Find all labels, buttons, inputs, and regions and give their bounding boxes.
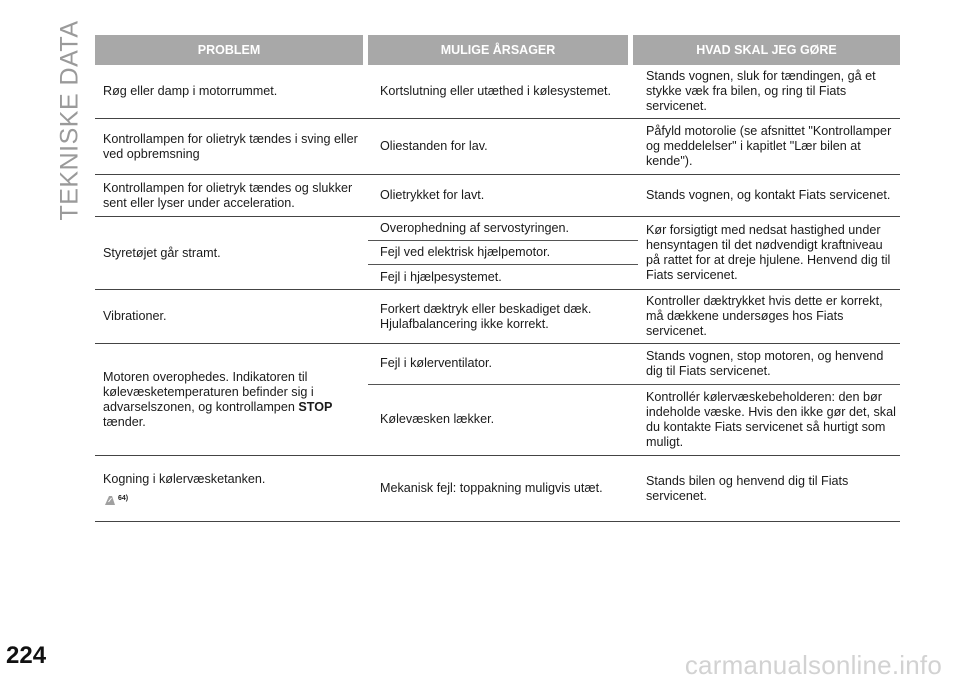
cause-cell: Overophedning af servostyringen. xyxy=(368,217,638,241)
header-problem: PROBLEM xyxy=(95,35,363,65)
table-row xyxy=(95,344,900,456)
action-cell: Stands vognen, og kontakt Fiats servicenet. xyxy=(646,188,891,202)
table-row xyxy=(95,456,900,522)
cause-cell: Kortslutning eller utæthed i kølesystemet. xyxy=(380,84,611,98)
problem-cell: Kontrollampen for olietryk tændes i sving eller ved opbremsning xyxy=(103,131,358,161)
cause-cell: Kølevæsken lækker. xyxy=(380,412,495,427)
action-cell: Stands bilen og henvend dig til Fiats servicenet. xyxy=(646,473,849,503)
action-cell: Kontrollér kølervæskebeholderen: den bør indeholde væske. Hvis den ikke gør det, skal du kontakte Fiats servicenet så hurtigt som muligt. xyxy=(646,389,896,449)
table-row xyxy=(95,290,900,344)
problem-text: Kogning i kølervæsketanken. xyxy=(103,471,266,486)
problem-text-end: tænder. xyxy=(103,414,146,429)
cause-cell: Forkert dæktryk eller beskadiget dæk. Hjulafbalancering ikke korrekt. xyxy=(380,301,592,331)
header-causes: MULIGE ÅRSAGER xyxy=(368,35,628,65)
watermark: carmanualsonline.info xyxy=(684,650,942,680)
warning-ref-number: 64) xyxy=(118,494,129,502)
action-cell: Stands vognen, sluk for tændingen, gå et stykke væk fra bilen, og ring til Fiats servicenet. xyxy=(646,69,876,113)
action-cell: Påfyld motorolie (se afsnittet "Kontrollamper og meddelelser" i kapitlet "Lær bilen at kende"). xyxy=(646,124,892,168)
table-row xyxy=(95,65,900,119)
table-row xyxy=(95,217,900,290)
stop-label: STOP xyxy=(298,399,333,414)
cause-cell: Fejl i hjælpesystemet. xyxy=(380,269,502,284)
problem-cell: Kontrollampen for olietryk tændes og slukker sent eller lyser under acceleration. xyxy=(103,180,353,210)
header-action: HVAD SKAL JEG GØRE xyxy=(633,35,900,65)
problem-cell xyxy=(95,456,368,521)
troubleshooting-table xyxy=(95,35,900,522)
problem-cell: Styretøjet går stramt. xyxy=(103,245,221,260)
section-title: TEKNISKE DATA xyxy=(55,19,84,221)
cause-action-pairs xyxy=(368,344,900,455)
problem-cell xyxy=(95,344,368,455)
action-cell: Stands vognen, stop motoren, og henvend dig til Fiats servicenet. xyxy=(646,348,884,378)
cause-cell: Mekanisk fejl: toppakning muligvis utæt. xyxy=(380,481,603,495)
cause-action-pair xyxy=(368,344,900,385)
cause-action-pair xyxy=(368,385,900,455)
page-number: 224 xyxy=(6,642,47,669)
cause-cell: Fejl i kølerventilator. xyxy=(380,356,492,371)
table-row xyxy=(95,119,900,175)
action-cell: Kør forsigtigt med nedsat hastighed under hensyntagen til det nødvendigt kraftniveau på rattet for at dreje hjulene. Henvend dig til Fiats servicenet. xyxy=(646,223,891,282)
warning-ref xyxy=(103,491,128,506)
table-row xyxy=(95,175,900,217)
action-cell: Kontroller dæktrykket hvis dette er korrekt, må dækkene undersøges hos Fiats servicenet. xyxy=(646,294,883,338)
warning-car-icon xyxy=(103,494,117,506)
cause-cell: Fejl ved elektrisk hjælpemotor. xyxy=(368,241,638,265)
cause-cell: Oliestanden for lav. xyxy=(380,139,488,153)
problem-cell: Vibrationer. xyxy=(103,309,167,323)
problem-cell: Røg eller damp i motorrummet. xyxy=(103,84,278,98)
cause-list xyxy=(368,217,638,289)
cause-cell: Olietrykket for lavt. xyxy=(380,188,485,202)
problem-text: Motoren overophedes. Indikatoren til kølevæsketemperaturen befinder sig i advarselszonen, og kontrollampen xyxy=(103,369,314,414)
table-header xyxy=(95,35,900,65)
